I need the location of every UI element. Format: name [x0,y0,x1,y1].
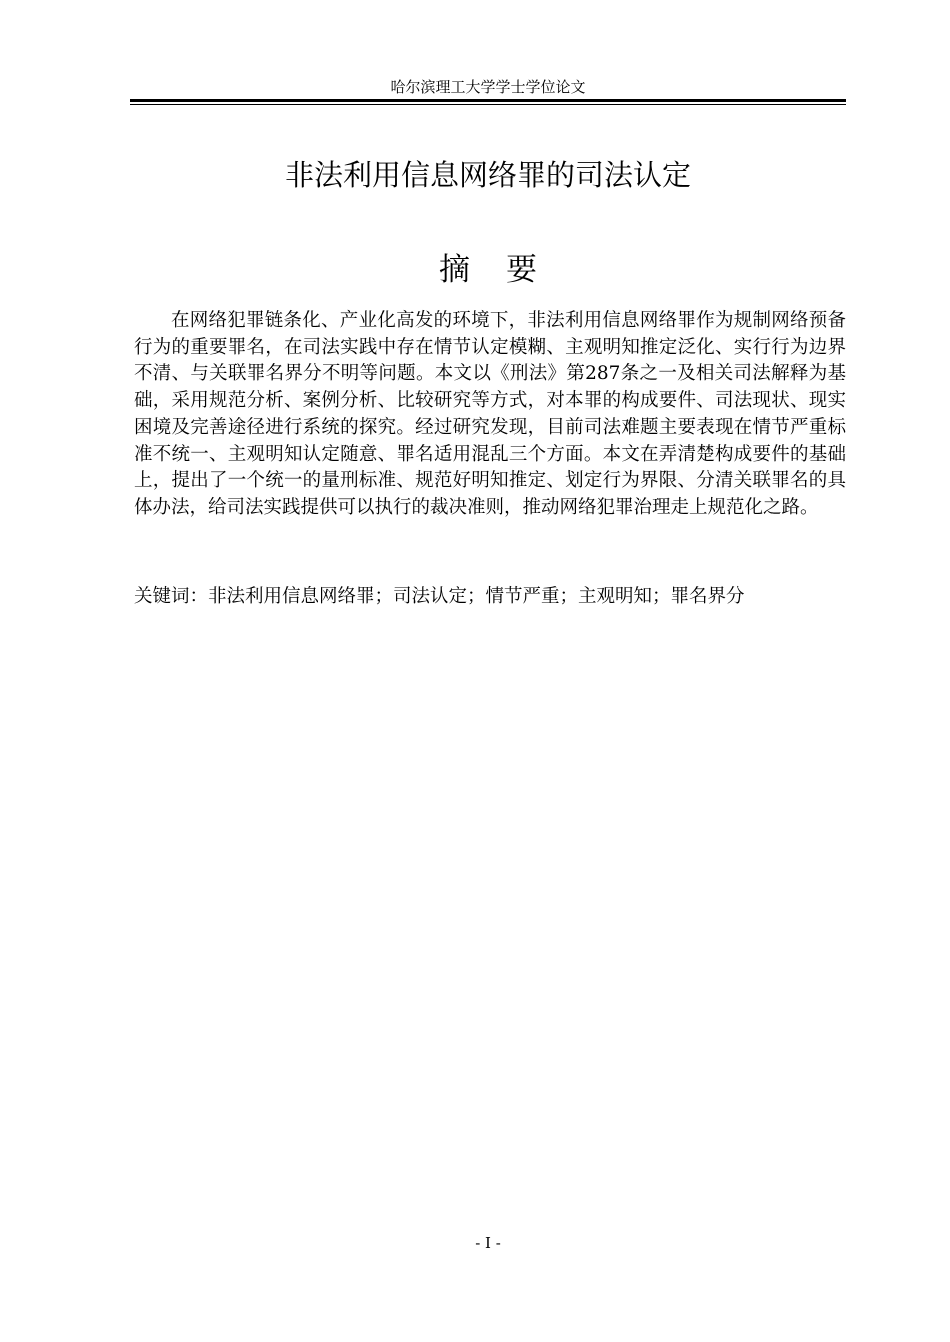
page-header: 哈尔滨理工大学学士学位论文 [390,78,586,96]
abstract-body: 在网络犯罪链条化、产业化高发的环境下，非法利用信息网络罪作为规制网络预备行为的重要罪名，在司法实践中存在情节认定模糊、主观明知推定泛化、实行行为边界不清、与关联罪名界分不明等问题。本文以《刑法》第287条之一及相关司法解释为基础，采用规范分析、案例分析、比较研究等方式，对本罪的构成要件、司法现状、现实困境及完善途径进行系统的探究。经过研究发现，目前司法难题主要表现在情节严重标准不统一、主观明知认定随意、罪名适用混乱三个方面。本文在弄清楚构成要件的基础上，提出了一个统一的量刑标准、规范好明知推定、划定行为界限、分清关联罪名的具体办法，给司法实践提供可以执行的裁决准则，推动网络犯罪治理走上规范化之路。 [134,310,846,518]
page-number: - I - [475,1234,501,1252]
header-rule-thin [130,104,846,105]
keywords-text: 非法利用信息网络罪；司法认定；情节严重；主观明知；罪名界分 [208,586,745,607]
header-rule [130,99,846,102]
abstract-heading: 摘要 [439,252,573,288]
paper-title: 非法利用信息网络罪的司法认定 [284,158,691,192]
keywords-label: 关键词： [134,586,209,607]
keywords [134,584,846,611]
